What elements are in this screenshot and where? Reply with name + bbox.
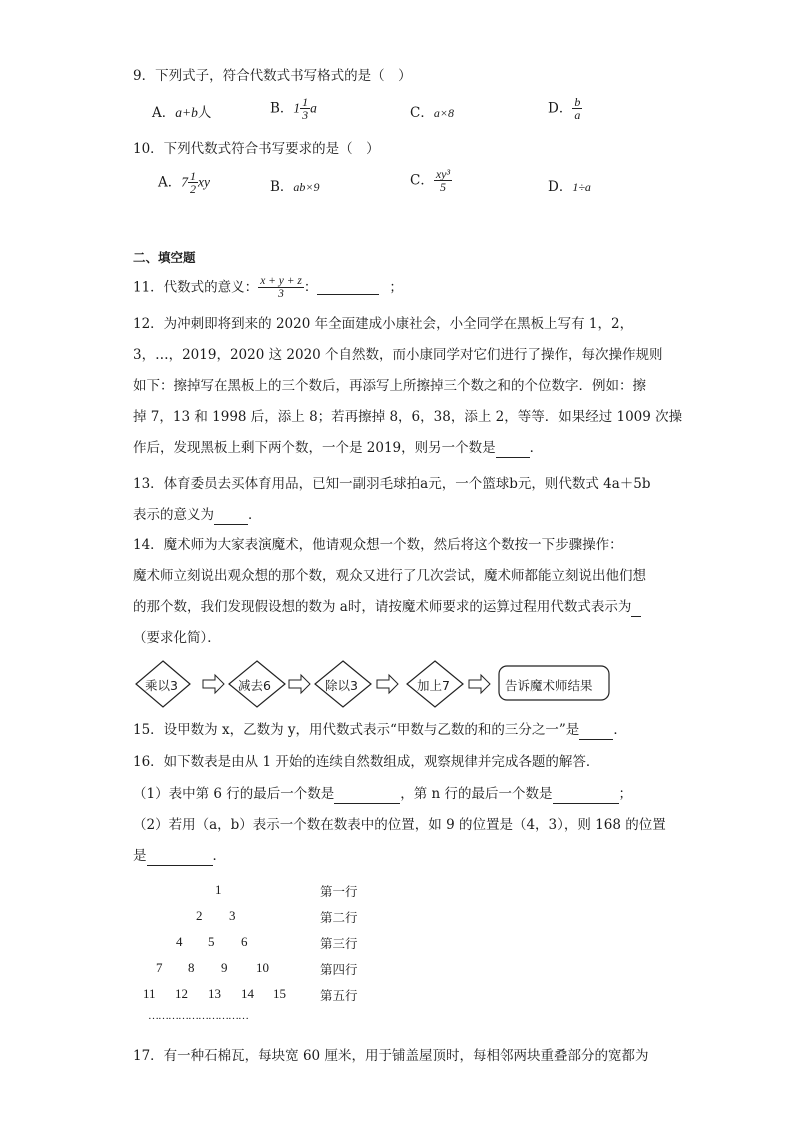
q13-line1: 13．体育委员去买体育用品，已知一副羽毛球拍a元，一个篮球b元，则代数式 4a＋5b (133, 476, 651, 492)
triangle-number: 8 (188, 960, 195, 975)
triangle-number: 10 (256, 960, 269, 975)
flow-arrow-3 (377, 675, 398, 693)
triangle-number: 5 (208, 934, 215, 949)
q12-line3: 如下：擦掉写在黑板上的三个数后，再添写上所擦掉三个数之和的个位数字．例如：擦 (133, 378, 646, 394)
q10-stem: 10．下列代数式符合书写要求的是（ ） (133, 141, 380, 157)
triangle-number: 11 (143, 986, 156, 1001)
q12-line4: 掉 7，13 和 1998 后，添上 8；若再擦掉 8，6，38，添上 2，等等．如果经过 1009 次操 (133, 409, 683, 425)
q11-answer-blank[interactable] (317, 280, 379, 295)
triangle-row-label: 第二行 (320, 910, 358, 925)
q17-line1: 17．有一种石棉瓦，每块宽 60 厘米，用于铺盖屋顶时，每相邻两块重叠部分的宽都为 (133, 1048, 649, 1064)
q16-line2: （1）表中第 6 行的最后一个数是 ，第 n 行的最后一个数是 ； (133, 786, 633, 802)
q10-option-d: D．1÷a (548, 179, 591, 195)
triangle-row-label: 第四行 (320, 962, 358, 977)
triangle-row-label: 第五行 (320, 988, 358, 1003)
triangle-number: 3 (229, 908, 236, 923)
section-title: 二、填空题 (133, 250, 196, 265)
q16-answer-blank-2[interactable] (553, 789, 619, 804)
triangle-number: 15 (273, 986, 286, 1001)
triangle-number: 2 (196, 908, 203, 923)
triangle-number: 4 (176, 934, 183, 949)
q16-answer-blank-1[interactable] (334, 789, 400, 804)
q14-line3: 的那个数，我们发现假设想的数为 a时，请按魔术师要求的运算过程用代数式表示为 (133, 597, 641, 617)
triangle-number: 12 (175, 986, 188, 1001)
flow-step-1: 乘以3 (145, 678, 178, 693)
q13-line2: 表示的意义为 ． (133, 507, 262, 523)
q15: 15．设甲数为 x，乙数为 y，用代数式表示“甲数与乙数的和的三分之一”是 ． (133, 722, 627, 738)
q14-line4: （要求化简）． (133, 630, 221, 646)
q9-option-b: B．1 $\frac{1}{3}$ a (270, 95, 317, 122)
q16-line4: 是 ． (133, 848, 226, 864)
triangle-row-label: 第一行 (320, 884, 358, 899)
triangle-number: 13 (208, 986, 221, 1001)
triangle-number: 7 (156, 960, 163, 975)
triangle-continuation: ………………………… (148, 1010, 248, 1022)
q12-answer-blank[interactable] (496, 443, 530, 458)
flow-step-5: 告诉魔术师结果 (505, 678, 593, 693)
flow-step-2: 减去6 (238, 678, 271, 693)
q14-line2: 魔术师立刻说出观众想的那个数，观众又进行了几次尝试，魔术师都能立刻说出他们想 (133, 568, 646, 584)
q16-line3: （2）若用（a，b）表示一个数在数表中的位置，如 9 的位置是（4，3），则 168 的位置 (133, 817, 666, 833)
q10-option-a: A．7 $\frac{1}{2}$ xy (158, 169, 210, 196)
q12-line2: 3，…，2019，2020 这 2020 个自然数，而小康同学对它们进行了操作，每次操作规则 (133, 347, 663, 363)
flow-step-4: 加上7 (417, 678, 450, 693)
q9-option-a: A．a+b人 (152, 105, 212, 121)
flow-step-3: 除以3 (325, 678, 358, 693)
q16-line1: 16．如下数表是由从 1 开始的连续自然数组成，观察规律并完成各题的解答． (133, 754, 600, 770)
triangle-number: 9 (221, 960, 228, 975)
q10-option-b: B．ab×9 (270, 179, 320, 195)
q12-line5: 作后，发现黑板上剩下两个数，一个是 2019，则另一个数是 ． (133, 440, 544, 456)
flow-arrow-2 (289, 675, 310, 693)
q16-answer-blank-3[interactable] (147, 851, 213, 866)
q9-option-d: D． $\frac{b}{a}$ (548, 95, 581, 122)
q10-option-c: C． $\frac{\text{xy³}}{5}$ (410, 167, 451, 194)
triangle-number: 14 (241, 986, 254, 1001)
flow-arrow-1 (203, 675, 224, 693)
flow-arrow-4 (469, 675, 490, 693)
q14-line1: 14．魔术师为大家表演魔术，他请观众想一个数，然后将这个数按一下步骤操作： (133, 537, 623, 553)
q9-stem: 9．下列式子，符合代数式书写格式的是（ ） (133, 68, 412, 84)
q11: 11．代数式的意义： $\frac{x + y + z}{3}$ ： ； (133, 275, 403, 300)
q14-answer-blank[interactable] (631, 602, 641, 617)
triangle-number: 1 (215, 882, 222, 897)
q13-answer-blank[interactable] (214, 510, 248, 525)
triangle-number: 6 (241, 934, 248, 949)
triangle-row-label: 第三行 (320, 936, 358, 951)
q12-line1: 12．为冲刺即将到来的 2020 年全面建成小康社会，小全同学在黑板上写有 1，2， (133, 316, 634, 332)
q9-option-c: C．a×8 (410, 105, 454, 121)
q15-answer-blank[interactable] (579, 725, 613, 740)
